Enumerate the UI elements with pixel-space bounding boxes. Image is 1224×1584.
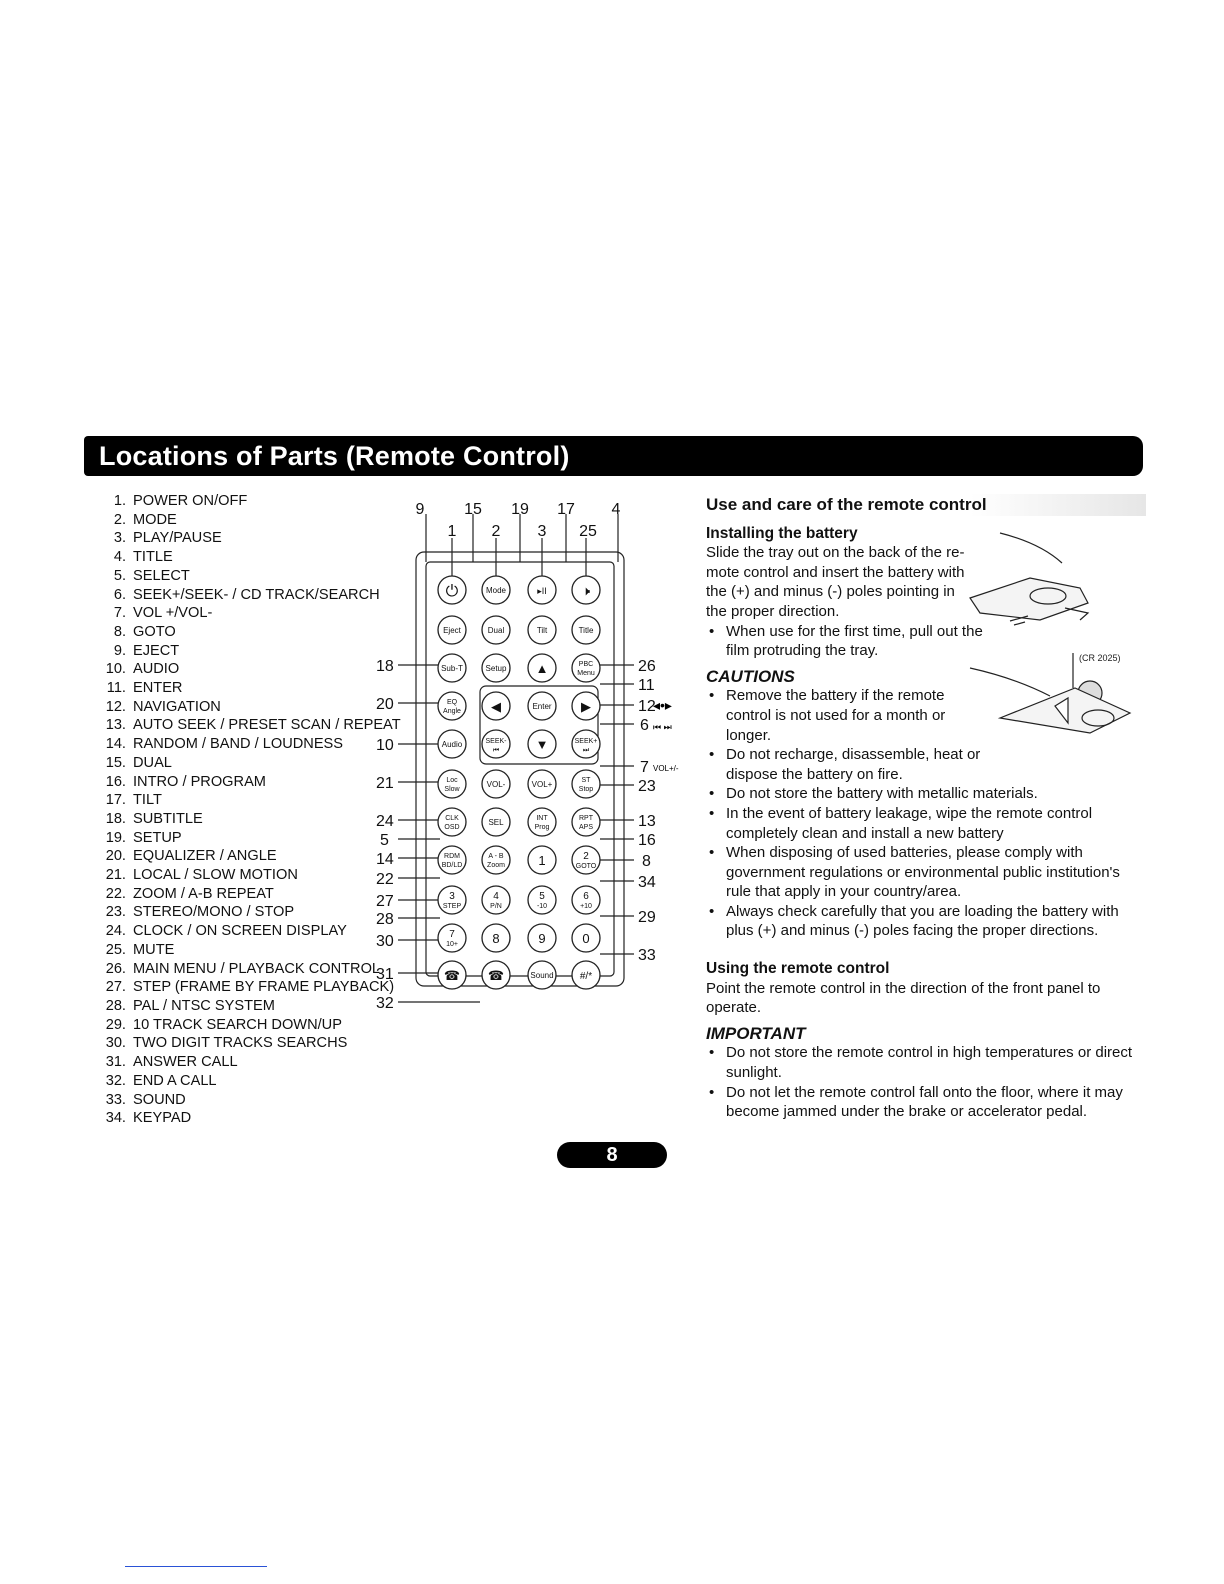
part-label: AUDIO <box>133 661 180 678</box>
svg-text:Setup: Setup <box>485 664 507 673</box>
parts-list-item <box>96 567 401 586</box>
part-label: MODE <box>133 511 177 528</box>
key-5-button[interactable] <box>528 886 556 914</box>
svg-text:Slow: Slow <box>444 786 460 793</box>
parts-list-item <box>96 660 401 679</box>
important-item: • Do not let the remote control fall onto the floor, where it may become jammed under the brake or accelerator pedal. <box>726 1083 1136 1122</box>
key-9-button[interactable] <box>528 924 556 952</box>
svg-text:☎: ☎ <box>443 968 461 983</box>
callout-label: 13 <box>638 813 656 830</box>
parts-list-item <box>96 866 401 885</box>
vol-note: VOL+/- <box>653 764 679 773</box>
svg-text:+10: +10 <box>580 903 592 910</box>
parts-list-item <box>96 735 401 754</box>
seek-plus-button[interactable] <box>572 730 600 758</box>
end-call-button[interactable] <box>482 961 510 989</box>
callout-label: 5 <box>380 832 389 849</box>
part-number: 32. <box>105 1072 126 1089</box>
part-number: 34. <box>105 1110 126 1127</box>
svg-text:◀: ◀ <box>491 699 501 714</box>
callout-label: 28 <box>376 911 394 928</box>
parts-list-item <box>96 604 401 623</box>
seek-minus-button[interactable] <box>482 730 510 758</box>
part-label: STEP (FRAME BY FRAME PLAYBACK) <box>133 979 395 996</box>
part-number: 7. <box>113 605 126 622</box>
svg-text:2: 2 <box>583 851 589 862</box>
part-number: 20. <box>105 848 126 865</box>
part-number: 30. <box>105 1035 126 1052</box>
svg-text:ST: ST <box>581 777 591 784</box>
remote-control-diagram <box>370 496 679 1036</box>
callout-label: 3 <box>537 523 547 540</box>
caution-item: • Do not store the battery with metallic materials. <box>726 784 1136 804</box>
eject-button[interactable] <box>438 616 466 644</box>
svg-text:Angle: Angle <box>443 708 461 715</box>
key-2-goto-button[interactable] <box>572 846 600 874</box>
svg-text:#/*: #/* <box>579 971 593 982</box>
part-number: 31. <box>105 1054 126 1071</box>
parts-list-item <box>96 1034 401 1053</box>
parts-list-item <box>96 529 401 548</box>
callout-label: 34 <box>638 874 656 891</box>
section-header <box>84 436 1143 476</box>
parts-list-item <box>96 810 401 829</box>
callout-label: 33 <box>638 947 656 964</box>
svg-text:APS: APS <box>578 824 594 831</box>
part-label: SELECT <box>133 567 190 584</box>
part-label: SOUND <box>133 1091 186 1108</box>
cautions-heading: CAUTIONS <box>706 666 795 686</box>
part-label: ZOOM / A-B REPEAT <box>133 885 274 902</box>
parts-list-item <box>96 548 401 567</box>
svg-text:▲: ▲ <box>535 661 549 676</box>
st-stop-button[interactable] <box>572 770 600 798</box>
callout-label: 18 <box>376 658 394 675</box>
vol-plus-button[interactable] <box>528 770 556 798</box>
page-title: Locations of Parts (Remote Control) <box>99 441 570 471</box>
callout-label: 29 <box>638 909 656 926</box>
setup-button[interactable] <box>482 654 510 682</box>
part-label: ANSWER CALL <box>133 1054 238 1071</box>
part-number: 8. <box>113 623 126 640</box>
dual-button[interactable] <box>482 616 510 644</box>
svg-text:1: 1 <box>538 853 546 868</box>
part-number: 12. <box>105 698 126 715</box>
using-text: Point the remote control in the direction of the front panel to operate. <box>706 979 1101 1017</box>
callout-label: 27 <box>376 893 394 910</box>
svg-text:10+: 10+ <box>446 941 458 948</box>
parts-list-item <box>96 623 401 642</box>
part-label: TWO DIGIT TRACKS SEARCHS <box>133 1035 348 1052</box>
parts-list-item <box>96 922 401 941</box>
install-text <box>706 543 971 621</box>
part-label: EJECT <box>133 642 180 659</box>
install-line: Slide the tray out on the back of the re- <box>706 544 965 562</box>
battery-model-label: (CR 2025) <box>1079 653 1121 663</box>
svg-text:Dual: Dual <box>487 626 505 635</box>
part-number: 19. <box>105 829 126 846</box>
callout-label: 20 <box>376 696 394 713</box>
part-number: 33. <box>105 1091 126 1108</box>
svg-text:Tilt: Tilt <box>536 626 548 635</box>
eq-angle-button[interactable] <box>438 692 466 720</box>
callout-label: 22 <box>376 871 394 888</box>
track-skip-icon: ⏮ ⏭ <box>653 722 672 732</box>
parts-list-item <box>96 716 401 735</box>
svg-text:▶: ▶ <box>581 699 591 714</box>
tilt-button[interactable] <box>528 616 556 644</box>
svg-text:0: 0 <box>582 931 590 946</box>
using-heading: Using the remote control <box>706 960 890 978</box>
svg-text:A - B: A - B <box>488 853 504 860</box>
title-button[interactable] <box>572 616 600 644</box>
power-button[interactable] <box>438 576 466 604</box>
part-label: KEYPAD <box>133 1110 192 1127</box>
part-label: ENTER <box>133 680 183 697</box>
caution-item: • Always check carefully that you are loading the battery with plus (+) and minus (-) poles facing the proper directions. <box>726 902 1136 941</box>
svg-text:⏮: ⏮ <box>492 747 500 754</box>
svg-text:CLK: CLK <box>445 815 459 822</box>
callout-label: 32 <box>376 995 394 1012</box>
install-line: the (+) and minus (-) poles pointing in <box>706 583 955 601</box>
parts-list-item <box>96 679 401 698</box>
part-number: 14. <box>105 736 126 753</box>
part-label: SETUP <box>133 829 182 846</box>
part-label: MAIN MENU / PLAYBACK CONTROL <box>133 960 381 977</box>
part-label: STEREO/MONO / STOP <box>133 904 295 921</box>
rpt-aps-button[interactable] <box>572 808 600 836</box>
parts-list-item <box>96 773 401 792</box>
part-label: PLAY/PAUSE <box>133 530 222 547</box>
svg-text:VOL+: VOL+ <box>531 780 553 789</box>
important-heading: IMPORTANT <box>706 1023 806 1043</box>
svg-text:P/N: P/N <box>490 903 502 910</box>
svg-text:STEP: STEP <box>442 903 462 910</box>
part-number: 6. <box>113 586 126 603</box>
part-number: 24. <box>105 923 126 940</box>
svg-text:8: 8 <box>492 931 500 946</box>
key-8-button[interactable] <box>482 924 510 952</box>
part-label: END A CALL <box>133 1072 217 1089</box>
key-3-step-button[interactable] <box>438 886 466 914</box>
svg-text:Menu: Menu <box>577 670 595 677</box>
select-button[interactable] <box>482 808 510 836</box>
svg-text:PBC: PBC <box>578 661 594 668</box>
svg-text:GOTO: GOTO <box>575 863 597 870</box>
part-number: 29. <box>105 1016 126 1033</box>
part-label: POWER ON/OFF <box>133 493 248 509</box>
parts-list-item <box>96 1053 401 1072</box>
audio-button[interactable] <box>438 730 466 758</box>
part-number: 15. <box>105 754 126 771</box>
callout-label: 31 <box>376 966 394 983</box>
svg-text:SEEK-: SEEK- <box>485 738 507 745</box>
install-line: mote control and insert the battery with <box>706 563 965 581</box>
enter-button[interactable] <box>528 692 556 720</box>
left-button[interactable] <box>482 692 510 720</box>
callout-label: 25 <box>579 523 597 540</box>
parts-list-item <box>96 642 401 661</box>
callout-label: 9 <box>415 501 425 518</box>
part-label: EQUALIZER / ANGLE <box>133 848 277 865</box>
caution-item: • When disposing of used batteries, please comply with government regulations or environmental public institution's rule that apply in your country/area. <box>726 843 1136 902</box>
part-label: TITLE <box>133 549 173 566</box>
part-label: MUTE <box>133 941 175 958</box>
part-number: 13. <box>105 717 126 734</box>
subtitle-button[interactable] <box>438 654 466 682</box>
svg-text:5: 5 <box>539 891 545 902</box>
part-number: 10. <box>105 661 126 678</box>
callout-label: 1 <box>447 523 457 540</box>
footer-rule <box>125 1566 267 1567</box>
down-button[interactable] <box>528 730 556 758</box>
int-prog-button[interactable] <box>528 808 556 836</box>
part-number: 1. <box>113 493 126 509</box>
part-label: VOL +/VOL- <box>133 605 213 622</box>
part-number: 27. <box>105 979 126 996</box>
part-number: 2. <box>113 511 126 528</box>
parts-list-item <box>96 903 401 922</box>
part-number: 17. <box>105 792 126 809</box>
part-number: 23. <box>105 904 126 921</box>
svg-text:Zoom: Zoom <box>487 862 505 869</box>
clk-osd-button[interactable] <box>438 808 466 836</box>
svg-text:Audio: Audio <box>441 740 463 749</box>
page-number: 8 <box>557 1142 667 1168</box>
callout-label: 12 <box>638 698 656 715</box>
battery-installation-illustration <box>970 528 1140 738</box>
callout-label: 19 <box>511 501 529 518</box>
caution-item: • Remove the battery if the remote control is not used for a month or longer. <box>726 686 986 745</box>
mute-button[interactable] <box>572 576 600 604</box>
parts-list-item <box>96 1109 401 1128</box>
svg-text:▸II: ▸II <box>537 586 547 596</box>
svg-text:SEL: SEL <box>488 818 504 827</box>
part-number: 21. <box>105 867 126 884</box>
svg-text:Eject: Eject <box>443 626 461 635</box>
parts-list-item <box>96 791 401 810</box>
key-0-button[interactable] <box>572 924 600 952</box>
parts-list-item <box>96 941 401 960</box>
part-number: 5. <box>113 567 126 584</box>
part-label: SUBTITLE <box>133 810 203 827</box>
install-bullet: • When use for the first time, pull out the film protruding the tray. <box>726 622 986 661</box>
up-button[interactable] <box>528 654 556 682</box>
callout-label: 14 <box>376 851 394 868</box>
part-label: LOCAL / SLOW MOTION <box>133 867 298 884</box>
key-7-button[interactable] <box>438 924 466 952</box>
vol-minus-button[interactable] <box>482 770 510 798</box>
svg-text:RDM: RDM <box>444 853 460 860</box>
part-label: PAL / NTSC SYSTEM <box>133 997 275 1014</box>
callout-label: 7 <box>640 759 649 776</box>
part-label: CLOCK / ON SCREEN DISPLAY <box>133 923 347 940</box>
key-1-button[interactable] <box>528 846 556 874</box>
svg-text:▼: ▼ <box>535 737 549 752</box>
key-4-pn-button[interactable] <box>482 886 510 914</box>
loc-slow-button[interactable] <box>438 770 466 798</box>
svg-text:RPT: RPT <box>579 815 593 822</box>
part-number: 22. <box>105 885 126 902</box>
navigation-arrows-icon: ◂•▸ <box>653 697 672 713</box>
svg-text:⏭: ⏭ <box>582 747 590 754</box>
callout-label: 23 <box>638 778 656 795</box>
svg-text:4: 4 <box>493 891 499 902</box>
pbc-menu-button[interactable] <box>572 654 600 682</box>
parts-list-item <box>96 511 401 530</box>
callout-label: 10 <box>376 737 394 754</box>
important-item: • Do not store the remote control in high temperatures or direct sunlight. <box>726 1043 1136 1082</box>
part-label: GOTO <box>133 623 176 640</box>
callout-label: 30 <box>376 933 394 950</box>
mode-button[interactable] <box>482 576 510 604</box>
svg-text:BD/LD: BD/LD <box>441 862 463 869</box>
rdm-bdld-button[interactable] <box>438 846 466 874</box>
part-label: 10 TRACK SEARCH DOWN/UP <box>133 1016 342 1033</box>
svg-text:Enter: Enter <box>532 702 552 711</box>
svg-text:Loc: Loc <box>446 777 458 784</box>
svg-text:☎: ☎ <box>487 968 505 983</box>
callout-label: 24 <box>376 813 394 830</box>
svg-text:Prog: Prog <box>534 824 550 831</box>
parts-list-item <box>96 586 401 605</box>
parts-list-item <box>96 1016 401 1035</box>
parts-list-item <box>96 997 401 1016</box>
svg-text:Stop: Stop <box>578 786 594 793</box>
part-number: 28. <box>105 997 126 1014</box>
part-label: RANDOM / BAND / LOUDNESS <box>133 736 344 753</box>
hash-star-button[interactable] <box>572 961 600 989</box>
parts-list <box>96 492 401 1128</box>
ab-zoom-button[interactable] <box>482 846 510 874</box>
part-number: 26. <box>105 960 126 977</box>
right-button[interactable] <box>572 692 600 720</box>
parts-list-item <box>96 492 401 511</box>
part-label: INTRO / PROGRAM <box>133 773 266 790</box>
svg-text:EQ: EQ <box>446 699 458 706</box>
part-label: SEEK+/SEEK- / CD TRACK/SEARCH <box>133 586 380 603</box>
sound-button[interactable] <box>528 961 556 989</box>
callout-label: 15 <box>464 501 482 518</box>
callout-label: 2 <box>491 523 501 540</box>
svg-text:7: 7 <box>449 929 455 940</box>
answer-call-button[interactable] <box>438 961 466 989</box>
svg-text:3: 3 <box>449 891 455 902</box>
callout-label: 16 <box>638 832 656 849</box>
parts-list-item <box>96 698 401 717</box>
part-number: 25. <box>105 941 126 958</box>
svg-text:⏻: ⏻ <box>445 583 459 600</box>
install-heading: Installing the battery <box>706 524 858 542</box>
callout-label: 21 <box>376 775 394 792</box>
parts-list-item <box>96 978 401 997</box>
parts-list-item <box>96 885 401 904</box>
play-pause-button[interactable] <box>528 576 556 604</box>
care-title: Use and care of the remote control <box>706 494 1146 516</box>
part-number: 3. <box>113 530 126 547</box>
svg-text:Sub-T: Sub-T <box>441 664 463 673</box>
svg-text:INT: INT <box>536 815 548 822</box>
parts-list-item <box>96 960 401 979</box>
part-label: NAVIGATION <box>133 698 221 715</box>
part-number: 18. <box>105 810 126 827</box>
svg-text:VOL-: VOL- <box>486 780 506 789</box>
caution-item: • Do not recharge, disassemble, heat or dispose the battery on fire. <box>726 745 986 784</box>
svg-text:SEEK+: SEEK+ <box>574 738 598 745</box>
parts-list-item <box>96 754 401 773</box>
callout-label: 26 <box>638 658 656 675</box>
svg-text:Sound: Sound <box>530 971 554 980</box>
part-number: 4. <box>113 549 126 566</box>
svg-text:Title: Title <box>578 626 594 635</box>
parts-list-item <box>96 847 401 866</box>
caution-item: • In the event of battery leakage, wipe the remote control completely clean and install a new battery <box>726 804 1136 843</box>
svg-text:OSD: OSD <box>444 824 460 831</box>
svg-text:🕨: 🕨 <box>581 583 591 598</box>
parts-list-item <box>96 1091 401 1110</box>
parts-list-item <box>96 829 401 848</box>
part-number: 11. <box>106 680 126 697</box>
svg-text:6: 6 <box>583 891 589 902</box>
callout-label: 11 <box>638 677 655 694</box>
part-number: 9. <box>113 642 126 659</box>
callout-label: 17 <box>557 501 575 518</box>
part-number: 16. <box>105 773 126 790</box>
svg-text:9: 9 <box>538 931 546 946</box>
part-label: DUAL <box>133 754 172 771</box>
install-line: the proper direction. <box>706 602 840 620</box>
important-list <box>706 1043 1136 1121</box>
callout-label: 6 <box>640 717 649 734</box>
parts-list-item <box>96 1072 401 1091</box>
callout-label: 8 <box>642 853 651 870</box>
part-label: AUTO SEEK / PRESET SCAN / REPEAT <box>133 717 401 734</box>
key-6-button[interactable] <box>572 886 600 914</box>
part-label: TILT <box>133 792 162 809</box>
callout-label: 4 <box>611 501 621 518</box>
svg-text:-10: -10 <box>536 903 548 910</box>
svg-text:Mode: Mode <box>485 586 507 595</box>
